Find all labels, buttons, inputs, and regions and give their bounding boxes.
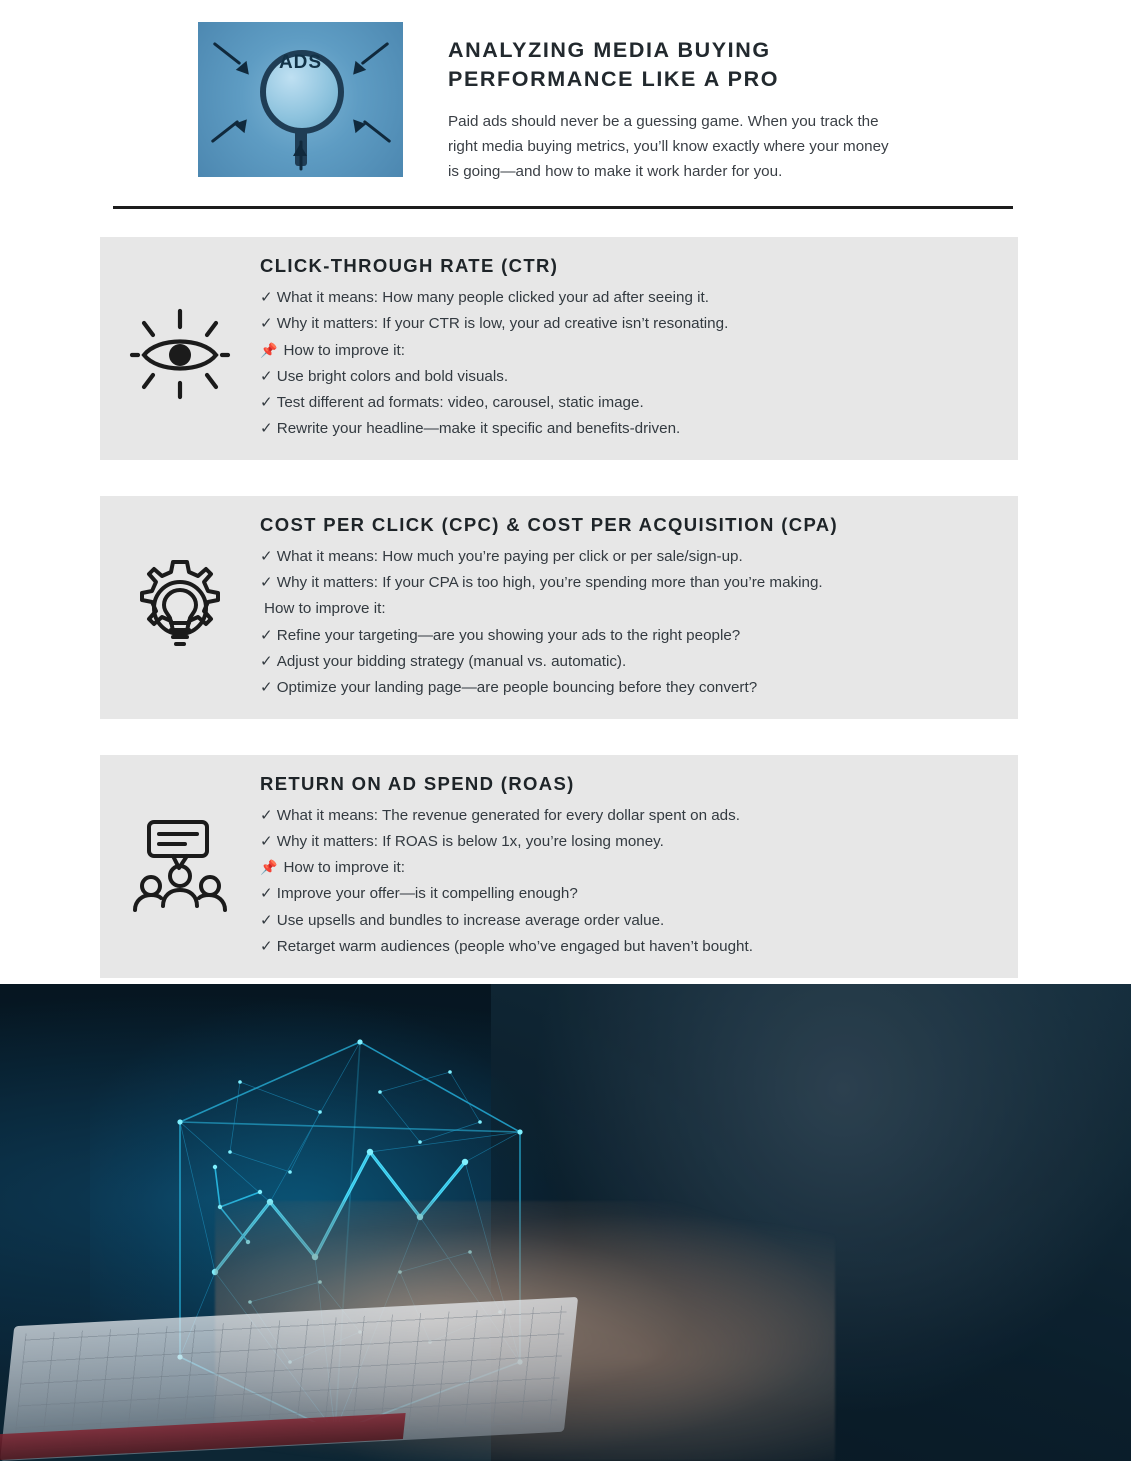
- section-cpc-cpa-body: [260, 514, 998, 701]
- pin-icon: 📌: [260, 859, 278, 876]
- hands-typing-holographic-chart-photo: [0, 984, 1131, 1461]
- pin-icon: 📌: [260, 341, 278, 358]
- bullet-text: How to improve it:: [283, 859, 405, 877]
- bullet-text: How to improve it:: [283, 341, 405, 359]
- check-icon: ✓: [260, 420, 273, 438]
- bullet: [260, 311, 986, 337]
- lightbulb-gear-icon: [100, 552, 260, 664]
- section-cpc-cpa-title: COST PER CLICK (CPC) & COST PER ACQUISITION (CPA): [260, 514, 838, 536]
- sections-list: [0, 237, 1131, 978]
- check-icon: ✓: [260, 807, 273, 825]
- check-icon: ✓: [260, 626, 273, 644]
- bullet-text: What it means: How many people clicked your ad after seeing it.: [276, 289, 709, 307]
- section-roas-title: RETURN ON AD SPEND (ROAS): [260, 773, 575, 795]
- section-ctr-body: [260, 255, 998, 442]
- bullet: [260, 596, 986, 622]
- bullet-text: Use bright colors and bold visuals.: [276, 367, 509, 385]
- bullet: [260, 649, 986, 675]
- section-ctr-title: CLICK-THROUGH RATE (CTR): [260, 255, 559, 277]
- check-icon: ✓: [260, 574, 273, 592]
- page-subtitle: Paid ads should never be a guessing game. When you track the right media buying metrics, you’ll know exactly where your money is going—and how to make it work harder for you.: [448, 113, 889, 180]
- bullet: [260, 908, 986, 934]
- bullet: [260, 881, 986, 907]
- bullet-text: Refine your targeting—are you showing your ads to the right people?: [276, 626, 741, 644]
- check-icon: ✓: [260, 911, 273, 929]
- bullet-text: How to improve it:: [264, 600, 386, 618]
- bullet: [260, 338, 986, 364]
- bullet-text: What it means: The revenue generated for every dollar spent on ads.: [276, 807, 740, 825]
- section-cpc-cpa: [100, 496, 1018, 719]
- bullet: [260, 934, 986, 960]
- bullet: [260, 829, 986, 855]
- bullet-text: What it means: How much you’re paying per click or per sale/sign-up.: [276, 548, 743, 566]
- check-icon: ✓: [260, 937, 273, 955]
- bullet: [260, 544, 986, 570]
- bullet-text: Improve your offer—is it compelling enough?: [276, 885, 578, 903]
- header-text: [403, 22, 903, 184]
- section-roas-body: [260, 773, 998, 960]
- bullet: [260, 390, 986, 416]
- header: [0, 0, 1131, 184]
- bullet-text: Adjust your bidding strategy (manual vs. automatic).: [276, 652, 627, 670]
- arrow-head-5: [293, 144, 307, 156]
- check-icon: ✓: [260, 367, 273, 385]
- bullet-text: Use upsells and bundles to increase average order value.: [276, 911, 665, 929]
- audience-feedback-icon: [100, 810, 260, 922]
- bullet-text: Optimize your landing page—are people bouncing before they convert?: [276, 678, 758, 696]
- section-ctr: [100, 237, 1018, 460]
- check-icon: ✓: [260, 548, 273, 566]
- check-icon: ✓: [260, 393, 273, 411]
- eye-icon: [100, 297, 260, 401]
- bullet: [260, 285, 986, 311]
- check-icon: ✓: [260, 652, 273, 670]
- page-title: ANALYZING MEDIA BUYING PERFORMANCE LIKE A PRO: [448, 38, 780, 92]
- check-icon: ✓: [260, 289, 273, 307]
- bullet-text: Retarget warm audiences (people who’ve engaged but haven’t bought.: [276, 937, 753, 955]
- bullet-text: Rewrite your headline—make it specific and benefits-driven.: [276, 420, 681, 438]
- bullet-text: Test different ad formats: video, carousel, static image.: [276, 393, 644, 411]
- bullet: [260, 623, 986, 649]
- bullet: [260, 803, 986, 829]
- bullet-text: Why it matters: If ROAS is below 1x, you’re losing money.: [276, 833, 664, 851]
- check-icon: ✓: [260, 678, 273, 696]
- bullet: [260, 416, 986, 442]
- check-icon: ✓: [260, 833, 273, 851]
- bullet: [260, 855, 986, 881]
- section-roas: [100, 755, 1018, 978]
- header-divider: [113, 206, 1013, 209]
- bullet: [260, 570, 986, 596]
- bullet-text: Why it matters: If your CPA is too high, you’re spending more than you’re making.: [276, 574, 823, 592]
- bullet: [260, 675, 986, 701]
- magnifier-ads-illustration: [198, 22, 403, 177]
- check-icon: ✓: [260, 885, 273, 903]
- check-icon: ✓: [260, 315, 273, 333]
- hero-ads-label: ADS: [278, 52, 323, 73]
- bullet-text: Why it matters: If your CTR is low, your ad creative isn’t resonating.: [276, 315, 729, 333]
- bullet: [260, 364, 986, 390]
